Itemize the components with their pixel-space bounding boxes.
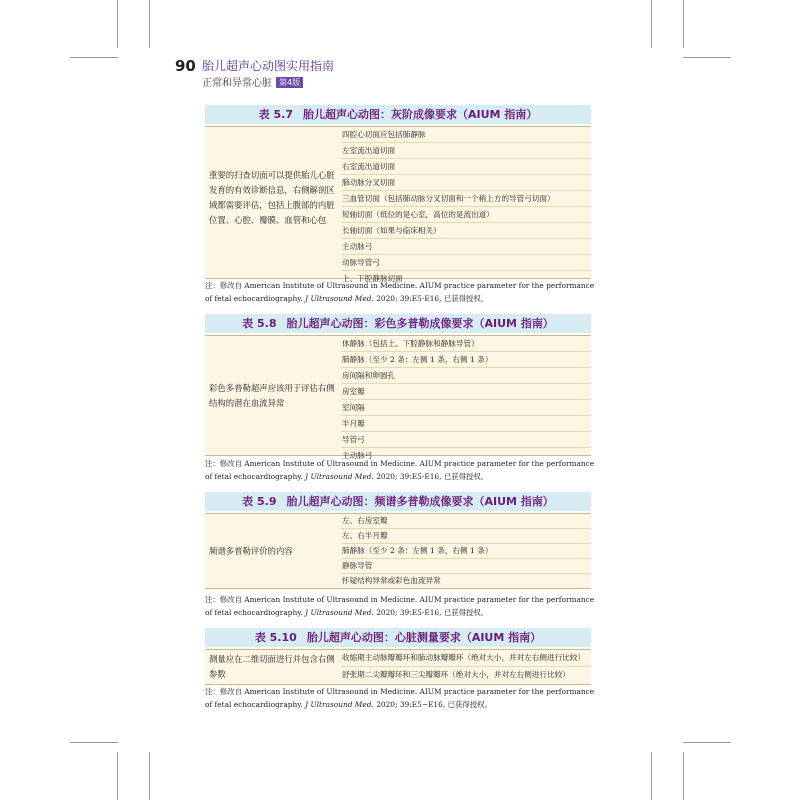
table-row: 右室流出道切面 bbox=[341, 159, 591, 175]
table-row: 体静脉（包括上、下腔静脉和静脉导管） bbox=[341, 336, 591, 352]
crop-mark bbox=[117, 0, 118, 48]
table-right-cell bbox=[341, 127, 591, 286]
table-row: 主动脉弓 bbox=[341, 239, 591, 255]
table-row: 四腔心切面应包括肺静脉 bbox=[341, 127, 591, 143]
table-title bbox=[205, 628, 591, 647]
table-5-7 bbox=[205, 105, 591, 283]
table-title-text: 胎儿超声心动图：彩色多普勒成像要求（AIUM 指南） bbox=[286, 317, 554, 330]
note-prefix: 注：修改自 American Institute of Ultrasound in Medicine. AIUM practice parameter for the performance of fetal echocardiography. bbox=[205, 281, 595, 303]
note-journal: J Ultrasound Med. bbox=[305, 608, 374, 617]
table-body bbox=[205, 335, 591, 460]
table-row: 室间隔 bbox=[341, 400, 591, 416]
table-left-cell: 频谱多普勒评价的内容 bbox=[209, 546, 293, 556]
table-5-10 bbox=[205, 628, 591, 685]
table-5-8 bbox=[205, 314, 591, 460]
table-row: 导管弓 bbox=[341, 432, 591, 448]
note-prefix: 注：修改自 American Institute of Ultrasound in Medicine. AIUM practice parameter for the performance of fetal echocardiography. bbox=[205, 687, 595, 709]
table-row: 肺静脉（至少 2 条：左侧 1 条，右侧 1 条） bbox=[341, 352, 591, 368]
book-subtitle-text: 正常和异常心脏 bbox=[202, 78, 272, 89]
table-note bbox=[205, 279, 597, 305]
table-note bbox=[205, 593, 597, 619]
table-left-cell: 彩色多普勒超声应该用于评估右侧结构的潜在血流异常 bbox=[209, 383, 335, 408]
table-row: 主动脉弓 bbox=[342, 451, 373, 460]
edition-badge: 第4版 bbox=[276, 77, 303, 88]
table-row: 短轴切面（低位的是心室，高位的是流出道） bbox=[341, 207, 591, 223]
table-row: 左、右房室瓣 bbox=[341, 514, 591, 529]
note-citation: 2020; 39:E5−E16, 已获得授权。 bbox=[376, 700, 492, 709]
crop-mark bbox=[683, 0, 684, 48]
table-row: 收缩期主动脉瓣瓣环和肺动脉瓣瓣环（绝对大小，并对左右侧进行比较） bbox=[341, 650, 591, 667]
table-title-text: 胎儿超声心动图：心脏测量要求（AIUM 指南） bbox=[306, 631, 542, 644]
table-right-cell bbox=[341, 514, 591, 588]
table-row: 怀疑结构异常或彩色血流异常 bbox=[342, 576, 441, 585]
crop-mark bbox=[149, 752, 150, 800]
table-row: 左、右半月瓣 bbox=[341, 529, 591, 544]
table-number: 表 5.10 bbox=[254, 631, 297, 644]
note-citation: 2020; 39:E5-E16, 已获得授权。 bbox=[376, 472, 489, 481]
table-row: 肺静脉（至少 2 条：左侧 1 条，右侧 1 条） bbox=[341, 544, 591, 559]
table-right-cell bbox=[341, 336, 591, 463]
note-citation: 2020; 39:E5-E16, 已获得授权。 bbox=[376, 294, 489, 303]
crop-mark bbox=[70, 57, 118, 58]
table-title bbox=[205, 314, 591, 333]
table-row: 三血管切面（包括肺动脉分叉切面和一个稍上方的导管弓切面） bbox=[341, 191, 591, 207]
table-row: 静脉导管 bbox=[341, 559, 591, 574]
crop-mark bbox=[149, 0, 150, 48]
table-5-9 bbox=[205, 492, 591, 589]
table-number: 表 5.9 bbox=[242, 495, 277, 508]
table-row: 肺动脉分叉切面 bbox=[341, 175, 591, 191]
table-number: 表 5.7 bbox=[258, 108, 293, 121]
table-title-text: 胎儿超声心动图：频谱多普勒成像要求（AIUM 指南） bbox=[286, 495, 554, 508]
note-prefix: 注：修改自 American Institute of Ultrasound in Medicine. AIUM practice parameter for the performance of fetal echocardiography. bbox=[205, 459, 595, 481]
table-row: 动脉导管弓 bbox=[341, 255, 591, 271]
table-title bbox=[205, 492, 591, 511]
note-journal: J Ultrasound Med. bbox=[305, 294, 374, 303]
crop-mark bbox=[651, 752, 652, 800]
book-subtitle bbox=[202, 74, 303, 89]
crop-mark bbox=[683, 57, 731, 58]
table-note bbox=[205, 457, 597, 483]
page-number: 90 bbox=[175, 57, 196, 75]
table-note bbox=[205, 685, 597, 711]
crop-mark bbox=[683, 742, 731, 743]
table-number: 表 5.8 bbox=[242, 317, 277, 330]
note-citation: 2020; 39:E5-E16, 已获得授权。 bbox=[376, 608, 489, 617]
table-right-cell bbox=[341, 650, 591, 683]
table-body bbox=[205, 513, 591, 589]
note-prefix: 注：修改自 American Institute of Ultrasound in Medicine. AIUM practice parameter for the performance of fetal echocardiography. bbox=[205, 595, 595, 617]
crop-mark bbox=[70, 742, 118, 743]
table-row: 房室瓣 bbox=[341, 384, 591, 400]
table-body bbox=[205, 126, 591, 283]
book-title: 胎儿超声心动图实用指南 bbox=[202, 59, 335, 73]
table-row: 左室流出道切面 bbox=[341, 143, 591, 159]
table-title-text: 胎儿超声心动图：灰阶成像要求（AIUM 指南） bbox=[303, 108, 538, 121]
table-row: 房间隔和卵圆孔 bbox=[341, 368, 591, 384]
table-body bbox=[205, 649, 591, 685]
crop-mark bbox=[117, 752, 118, 800]
note-journal: J Ultrasound Med. bbox=[305, 700, 374, 709]
table-row: 舒张期二尖瓣瓣环和三尖瓣瓣环（绝对大小，并对左右侧进行比较） bbox=[342, 670, 570, 679]
note-journal: J Ultrasound Med. bbox=[305, 472, 374, 481]
table-left-cell: 重要的扫查切面可以提供胎儿心脏发育的有效诊断信息，右侧解剖区域都需要评估，包括上腹部的内脏位置、心腔、瓣膜、血管和心包 bbox=[209, 170, 335, 225]
crop-mark bbox=[651, 0, 652, 48]
table-row: 长轴切面（如果与临床相关） bbox=[341, 223, 591, 239]
table-title bbox=[205, 105, 591, 124]
table-row: 半月瓣 bbox=[341, 416, 591, 432]
crop-mark bbox=[683, 752, 684, 800]
table-row: 上、下腔静脉切面 bbox=[342, 274, 403, 283]
table-left-cell: 测量应在二维切面进行并包含右侧参数 bbox=[209, 654, 335, 679]
